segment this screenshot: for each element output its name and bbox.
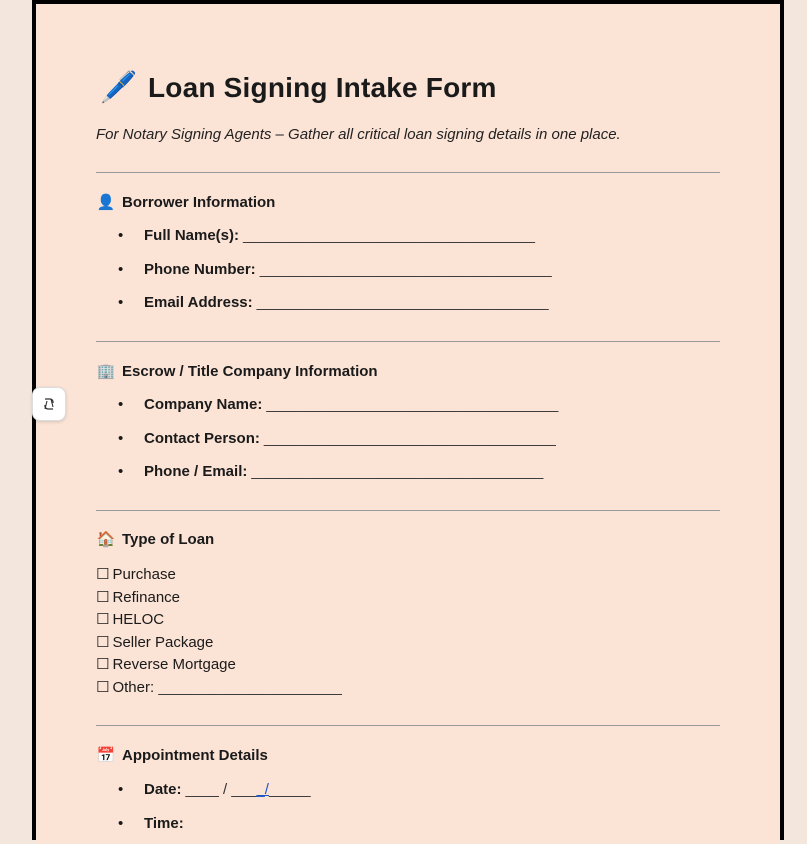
bullet: •	[118, 294, 124, 311]
field-contact-person[interactable]	[118, 430, 556, 447]
checkbox-label: Reverse Mortgage	[112, 656, 236, 673]
blank-line[interactable]: ___________________________________	[259, 261, 552, 278]
checkbox-icon[interactable]: ☐	[96, 611, 110, 628]
bullet: •	[118, 261, 124, 278]
page-title	[100, 70, 497, 105]
checkbox-icon[interactable]: ☐	[96, 566, 110, 583]
checkbox-icon[interactable]: ☐	[96, 634, 110, 651]
checkbox-heloc[interactable]	[96, 610, 164, 628]
checkbox-icon[interactable]: ☐	[96, 589, 110, 606]
date-blank-link[interactable]: _/	[256, 781, 269, 798]
checkbox-reverse-mortgage[interactable]	[96, 655, 236, 673]
field-label: Full Name(s):	[144, 227, 240, 244]
bullet: •	[118, 815, 124, 832]
bullet: •	[118, 396, 124, 413]
blank-line[interactable]: ___________________________________	[243, 227, 535, 244]
section-heading-borrower	[96, 193, 275, 211]
checkbox-label: Refinance	[112, 589, 180, 606]
field-label: Date:	[144, 781, 182, 798]
checkbox-other[interactable]	[96, 678, 342, 696]
section-heading-text: Borrower Information	[122, 193, 276, 211]
field-full-name[interactable]	[118, 227, 535, 244]
page-title-text: Loan Signing Intake Form	[148, 71, 497, 103]
blank-line[interactable]: ___________________________________	[266, 396, 559, 413]
divider	[96, 510, 720, 511]
copilot-icon[interactable]	[32, 387, 66, 421]
bullet: •	[118, 463, 124, 480]
section-heading-text: Appointment Details	[122, 746, 268, 764]
pen-icon: 🖊️	[100, 71, 138, 104]
field-label: Phone Number:	[144, 261, 256, 278]
checkbox-icon[interactable]: ☐	[96, 656, 110, 673]
person-icon: 👤	[96, 194, 116, 211]
calendar-icon: 📅	[96, 747, 116, 764]
checkbox-refinance[interactable]	[96, 588, 180, 606]
checkbox-label: Other:	[112, 679, 155, 696]
checkbox-icon[interactable]: ☐	[96, 679, 110, 696]
bullet: •	[118, 781, 124, 798]
checkbox-label: Purchase	[112, 566, 176, 583]
divider	[96, 341, 720, 342]
field-phone-number[interactable]	[118, 261, 552, 278]
page-subtitle: For Notary Signing Agents – Gather all critical loan signing details in one place.	[96, 126, 621, 143]
blank-line[interactable]: ___________________________________	[251, 463, 544, 480]
field-label: Phone / Email:	[144, 463, 248, 480]
section-heading-text: Escrow / Title Company Information	[122, 362, 378, 380]
document-page[interactable]	[36, 4, 780, 844]
blank-line[interactable]: ______________________	[158, 679, 342, 696]
date-blank[interactable]: ____ / ___	[185, 781, 257, 798]
field-label: Email Address:	[144, 294, 253, 311]
field-email-address[interactable]	[118, 294, 549, 311]
field-phone-email[interactable]	[118, 463, 543, 480]
bullet: •	[118, 430, 124, 447]
copilot-glyph	[41, 396, 57, 412]
section-heading-loan-type	[96, 530, 214, 548]
checkbox-label: Seller Package	[112, 634, 214, 651]
field-date[interactable]	[118, 781, 311, 798]
checkbox-label: HELOC	[112, 611, 165, 628]
section-heading-appointment	[96, 746, 268, 764]
right-margin	[784, 0, 807, 824]
divider	[96, 172, 720, 173]
divider	[96, 725, 720, 726]
blank-line[interactable]: ___________________________________	[263, 430, 556, 447]
checkbox-purchase[interactable]	[96, 565, 176, 583]
left-margin	[0, 0, 32, 824]
office-building-icon: 🏢	[96, 363, 116, 380]
section-heading-text: Type of Loan	[122, 530, 215, 548]
house-icon: 🏠	[96, 531, 116, 548]
section-heading-escrow	[96, 362, 378, 380]
field-company-name[interactable]	[118, 396, 558, 413]
checkbox-seller-package[interactable]	[96, 633, 213, 651]
field-label: Time:	[144, 815, 184, 832]
bullet: •	[118, 227, 124, 244]
field-label: Contact Person:	[144, 430, 260, 447]
blank-line[interactable]: ___________________________________	[256, 294, 549, 311]
field-label: Company Name:	[144, 396, 263, 413]
date-blank[interactable]: _____	[268, 781, 311, 798]
